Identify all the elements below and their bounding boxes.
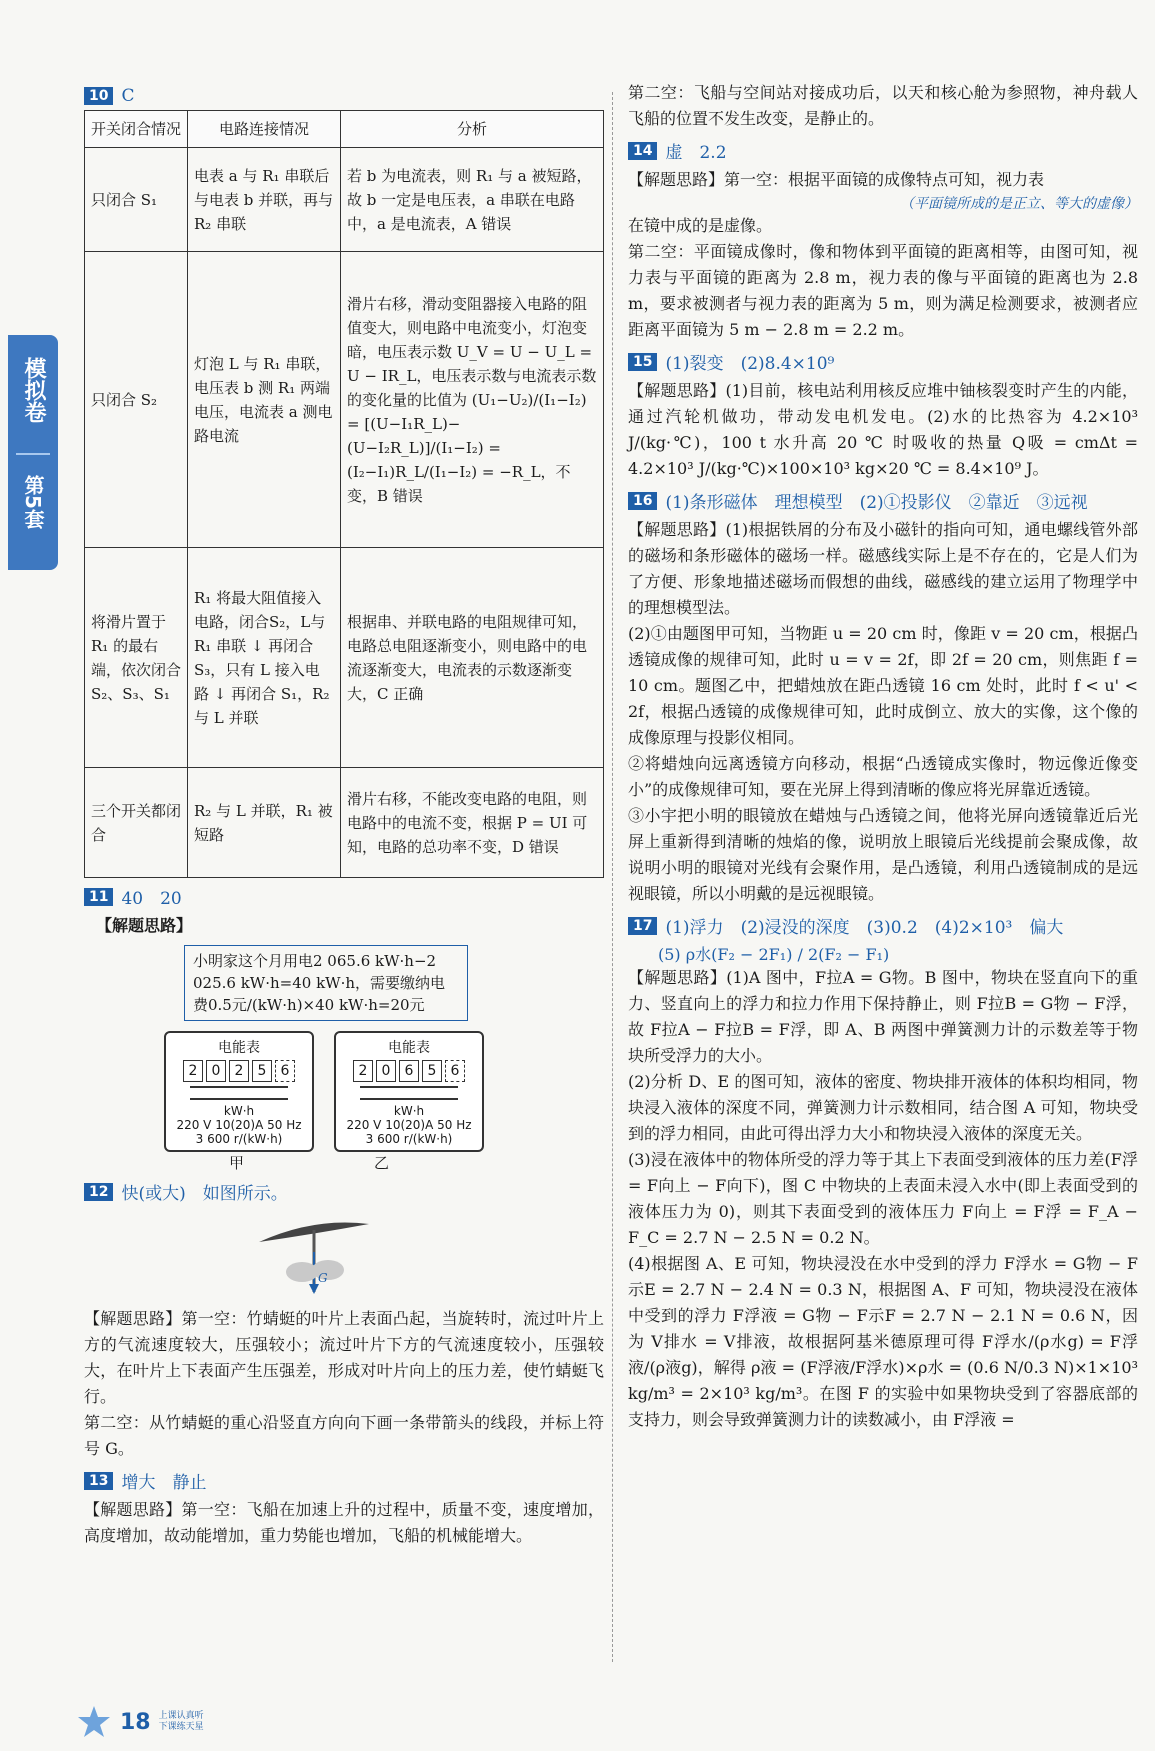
side-tab-divider [16, 453, 50, 455]
meter-unit: kW·h [223, 1104, 255, 1118]
table-cell: 只闭合 S₂ [85, 252, 188, 548]
meter-digit: 2 [229, 1060, 249, 1082]
meter-spec: 220 V 10(20)A 50 Hz [176, 1118, 302, 1132]
table-row [85, 548, 604, 768]
meter-unit: kW·h [393, 1104, 425, 1118]
meter-figure [164, 1031, 604, 1152]
table-cell: 三个开关都闭合 [85, 768, 188, 878]
side-tab-mock: 模拟卷 [21, 357, 46, 423]
q17-explanation-4: (4)根据图 A、E 可知，物块浸没在水中受到的浮力 F浮水 = G物 − F示E = 2.7 N − 2.4 N = 0.3 N，根据图 A、F 可知，物块浸没在液体中受到的浮力 F浮液 = G物 − F示F = 2.7 N − 2.1 N = 0.6 N，因为 V排水 = V排液，故根据阿基米德原理可得 F浮水/(ρ水g) = F浮液/(ρ液g)，解得 ρ液 = (F浮液/F浮水)×ρ水 = (0.6 N/0.3 N)×1×10³ kg/m³ = 2×10³ kg/m³。在图 F 的实验中如果物块受到了容器底部的支持力，则会导致弹簧测力计的读数减小，由 F浮液 = [628, 1254, 1138, 1429]
q15-explanation: 【解题思路】(1)目前，核电站利用核反应堆中铀核裂变时产生的内能，通过汽轮机做功，带动发电机发电。(2)水的比热容为 4.2×10³ J/(kg·℃)，100 t 水升高 20 ℃ 时吸收的热量 Q吸 = cmΔt = 4.2×10³ J/(kg·℃)×100×10³ kg×20 ℃ = 8.4×10⁹ J。 [628, 381, 1138, 478]
meter-digits [170, 1060, 308, 1082]
table-cell: R₁ 将最大阻值接入电路，闭合S₂，L与R₁ 串联 ↓ 再闭合 S₃，只有 L 接入电路 ↓ 再闭合 S₁，R₂ 与 L 并联 [188, 548, 341, 768]
table-cell: 电表 a 与 R₁ 串联后与电表 b 并联，再与 R₂ 串联 [188, 148, 341, 252]
q13-number: 13 [84, 1472, 113, 1490]
q16-answer: (1)条形磁体 理想模型 (2)①投影仪 ②靠近 ③远视 [665, 493, 1088, 513]
q10-number: 10 [84, 87, 113, 105]
q12-answer: 快(或大) 如图所示。 [121, 1184, 288, 1204]
table-cell: 滑片右移，不能改变电路的电阻，则电路中的电流不变，根据 P = UI 可知，电路的总功率不变，D 错误 [341, 768, 604, 878]
q10-header [84, 86, 604, 106]
meter-digits [340, 1060, 478, 1082]
q17-answer: (1)浮力 (2)浸没的深度 (3)0.2 (4)2×10³ 偏大 [665, 918, 1064, 938]
q17-answer-5: (5) ρ水(F₂ − 2F₁) / 2(F₂ − F₁) [658, 945, 890, 964]
gravity-label: G [318, 1271, 328, 1285]
meter-digit: 2 [353, 1060, 373, 1082]
q15-number: 15 [628, 353, 657, 371]
table-cell: 只闭合 S₁ [85, 148, 188, 252]
table-cell: R₂ 与 L 并联，R₁ 被短路 [188, 768, 341, 878]
left-column [84, 80, 604, 1545]
meter-spec: 3 600 r/(kW·h) [365, 1132, 453, 1146]
page-footer [76, 1704, 204, 1740]
table-row [85, 768, 604, 878]
star-mascot-icon [76, 1704, 112, 1740]
disc-icon [190, 1086, 288, 1100]
q12-number: 12 [84, 1183, 113, 1201]
footer-slogan-line: 下课练天星 [158, 1722, 204, 1732]
q13-answer: 增大 静止 [121, 1473, 207, 1493]
q12-header [84, 1179, 604, 1204]
q17-number: 17 [628, 917, 657, 935]
meter-digit: 6 [399, 1060, 419, 1082]
q16-number: 16 [628, 492, 657, 510]
meter-label-b: 乙 [374, 1154, 390, 1172]
footer-slogan-line: 上课认真听 [158, 1711, 204, 1721]
bamboo-dragonfly-icon [254, 1212, 374, 1302]
q14-explanation-b: 在镜中成的是虚像。 [628, 216, 773, 235]
q14-explanation-2: 第二空：平面镜成像时，像和物体到平面镜的距离相等，由图可知，视力表与平面镜的距离为 2.8 m，视力表的像与平面镜的距离也为 2.8 m，要求被测者与视力表的距离为 5 m，则为满足检测要求，被测者应距离平面镜为 5 m − 2.8 m = 2.2 m。 [628, 242, 1138, 339]
table-header-cell: 分析 [341, 111, 604, 148]
meter-title: 电能表 [388, 1040, 430, 1056]
meter-a [164, 1031, 314, 1152]
q11-callout: 小明家这个月用电2 065.6 kW·h−2 025.6 kW·h=40 kW·h，需要缴纳电费0.5元/(kW·h)×40 kW·h=20元 [184, 945, 468, 1021]
table-header-row [85, 111, 604, 148]
q14-explanation: 【解题思路】第一空：根据平面镜的成像特点可知，视力表 [628, 170, 1045, 189]
meter-digit: 6 [445, 1060, 465, 1082]
meter-spec: 220 V 10(20)A 50 Hz [346, 1118, 472, 1132]
side-tab [8, 335, 58, 570]
q13-header [84, 1468, 604, 1493]
table-row [85, 252, 604, 548]
table-cell: 将滑片置于 R₁ 的最右端，依次闭合 S₂、S₃、S₁ [85, 548, 188, 768]
q16-explanation: 【解题思路】(1)根据铁屑的分布及小磁针的指向可知，通电螺线管外部的磁场和条形磁体的磁场一样。磁感线实际上是不存在的，它是人们为了方便、形象地描述磁场而假想的曲线，磁感线的建立运用了物理学中的理想模型法。 [628, 520, 1138, 617]
q15-header [628, 349, 1138, 374]
meter-digit: 0 [206, 1060, 226, 1082]
q10-table [84, 110, 604, 878]
q17-explanation: 【解题思路】(1)A 图中，F拉A = G物。B 图中，物块在竖直向下的重力、竖直向上的浮力和拉力作用下保持静止，则 F拉B = G物 − F浮，故 F拉A − F拉B = F浮，即 A、B 两图中弹簧测力计的示数差等于物块所受浮力的大小。 [628, 968, 1138, 1065]
table-cell: 若 b 为电流表，则 R₁ 与 a 被短路，故 b 一定是电压表，a 串联在电路中，a 是电流表，A 错误 [341, 148, 604, 252]
meter-b [334, 1031, 484, 1152]
page-number: 18 [120, 1709, 151, 1735]
table-cell: 根据串、并联电路的电阻规律可知，电路总电阻逐渐变小，则电路中的电流逐渐变大，电流表的示数逐渐变大，C 正确 [341, 548, 604, 768]
disc-icon [360, 1086, 458, 1100]
meter-spec: 3 600 r/(kW·h) [195, 1132, 283, 1146]
table-header-cell: 开关闭合情况 [85, 111, 188, 148]
meter-title: 电能表 [218, 1040, 260, 1056]
right-column [628, 80, 1138, 1433]
table-cell: 灯泡 L 与 R₁ 串联，电压表 b 测 R₁ 两端电压，电流表 a 测电路电流 [188, 252, 341, 548]
q11-number: 11 [84, 888, 113, 906]
q17-explanation-3: (3)浸在液体中的物体所受的浮力等于其上下表面受到液体的压力差(F浮 = F向上 − F向下)，图 C 中物块的上表面未浸入水中(即上表面受到的液体压力为 0)，则其下表面受到的液体压力 F向上 = F浮 = F_A − F_C = 2.7 N − 2.5 N = 0.2 N。 [628, 1150, 1138, 1247]
q16-explanation-2: (2)①由题图甲可知，当物距 u = 20 cm 时，像距 v = 20 cm，根据凸透镜成像的规律可知，此时 u = v = 2f，即 2f = 20 cm，则焦距 f = 10 cm。题图乙中，把蜡烛放在距凸透镜 16 cm 处时，此时 f < u' < 2f，根据凸透镜的成像规律可知，此时成倒立、放大的实像，这个像的成像原理与投影仪相同。 [628, 624, 1138, 747]
q14-handwritten-note: （平面镜所成的是正立、等大的虚像） [900, 196, 1138, 212]
q12-explanation: 【解题思路】第一空：竹蜻蜓的叶片上表面凸起，当旋转时，流过叶片上方的气流速度较大，压强较小；流过叶片下方的气流速度较小，压强较大，在叶片上下表面产生压强差，形成对叶片向上的压力差，使竹蜻蜓飞行。 [84, 1309, 604, 1406]
meter-label-a: 甲 [229, 1154, 245, 1172]
meter-digit: 0 [376, 1060, 396, 1082]
q14-answer: 虚 2.2 [665, 143, 727, 163]
q16-explanation-3: ②将蜡烛向远离透镜方向移动，根据“凸透镜成实像时，物远像近像变小”的成像规律可知，要在光屏上得到清晰的像应将光屏靠近透镜。 [628, 754, 1138, 799]
q13-explanation: 【解题思路】第一空：飞船在加速上升的过程中，质量不变，速度增加，高度增加，故动能增加，重力势能也增加，飞船的机械能增大。 [84, 1500, 604, 1545]
column-divider [612, 92, 613, 1662]
q11-answer: 40 20 [121, 889, 182, 909]
q11-header [84, 884, 604, 909]
meter-digit: 6 [275, 1060, 295, 1082]
q14-number: 14 [628, 142, 657, 160]
bamboo-dragonfly-figure [254, 1212, 604, 1306]
meter-labels [229, 1152, 604, 1173]
q13-explanation-cont: 第二空：飞船与空间站对接成功后，以天和核心舱为参照物，神舟载人飞船的位置不发生改变，是静止的。 [628, 83, 1138, 128]
meter-digit: 2 [183, 1060, 203, 1082]
q11-label: 【解题思路】 [96, 916, 193, 935]
meter-digit: 5 [252, 1060, 272, 1082]
q16-header [628, 488, 1138, 513]
q17-explanation-2: (2)分析 D、E 的图可知，液体的密度、物块排开液体的体积均相同，物块浸入液体的深度不同，弹簧测力计示数相同，结合图 A 可知，物块受到的浮力相同，由此可得出浮力大小和物块浸入液体的深度无关。 [628, 1072, 1138, 1143]
table-header-cell: 电路连接情况 [188, 111, 341, 148]
q17-header [628, 913, 1138, 938]
q15-answer: (1)裂变 (2)8.4×10⁹ [665, 354, 835, 374]
meter-digit: 5 [422, 1060, 442, 1082]
table-cell: 滑片右移，滑动变阻器接入电路的阻值变大，则电路中电流变小，灯泡变暗，电压表示数 U_V = U − U_L = U − IR_L，电压表示数与电流表示数的变化量的比值为 (U₁−U₂)/(I₁−I₂) = [(U−I₁R_L)−(U−I₂R_L)]/(I₁−I₂) = (I₂−I₁)R_L/(I₁−I₂) = −R_L，不变，B 错误 [341, 252, 604, 548]
q10-answer: C [121, 86, 135, 106]
q14-header [628, 138, 1138, 163]
footer-slogan [159, 1711, 204, 1733]
q16-explanation-4: ③小宇把小明的眼镜放在蜡烛与凸透镜之间，他将光屏向透镜靠近后光屏上重新得到清晰的烛焰的像，说明放上眼镜后光线提前会聚成像，故说明小明的眼镜对光线有会聚作用，是凸透镜，利用凸透镜制成的是远视眼镜，所以小明戴的是远视眼镜。 [628, 806, 1138, 903]
q12-explanation-2: 第二空：从竹蜻蜓的重心沿竖直方向向下画一条带箭头的线段，并标上符号 G。 [84, 1413, 604, 1458]
side-tab-set: 第5套 [21, 475, 45, 529]
table-row [85, 148, 604, 252]
